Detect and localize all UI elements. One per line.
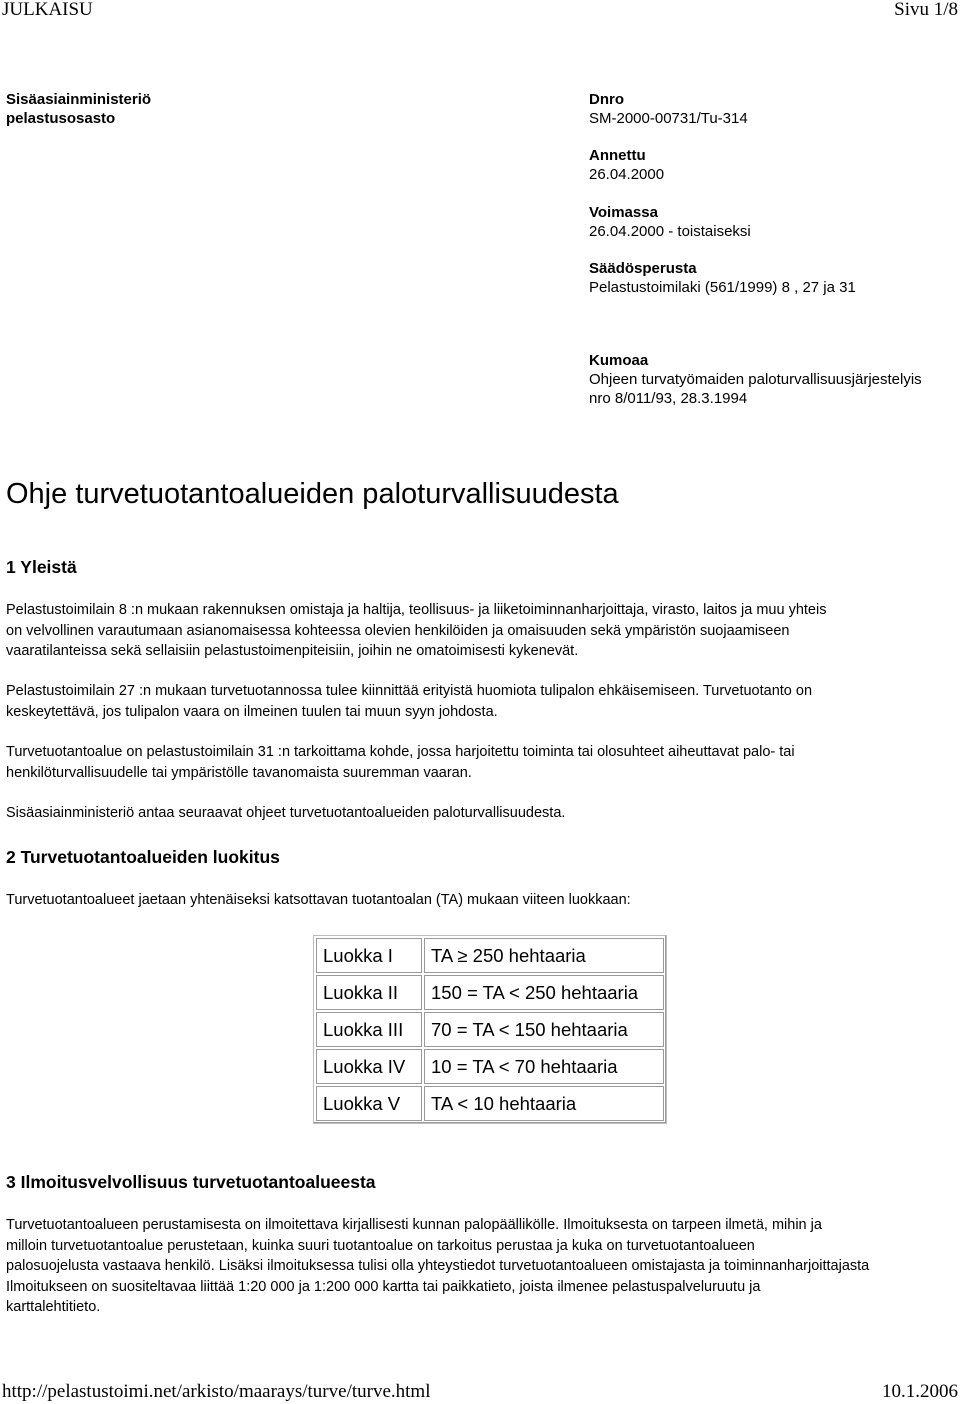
range-cell: TA < 10 hehtaaria [424, 1086, 664, 1121]
saadosperusta-label: Säädösperusta [589, 260, 697, 277]
text-line: on velvollinen varautumaan asianomaisessa kohteessa olevien henkilöiden ja omaisuuden sekä ympäristön suojaamiseen [6, 622, 790, 639]
header-label: JULKAISU [2, 0, 93, 20]
text-line: palosuojelusta vastaava henkilö. Lisäksi ilmoituksessa tulisi olla yhteystiedot turvetuotantoalueen omistajasta ja toiminnanharjoittajasta [6, 1258, 870, 1274]
section-2-intro: Turvetuotantoalueet jaetaan yhtenäiseksi katsottavan tuotantoalan (TA) mukaan viiteen luokkaan: [6, 892, 631, 908]
voimassa-label: Voimassa [589, 204, 658, 221]
document-title: Ohje turvetuotantoalueiden paloturvallisuudesta [6, 478, 619, 510]
text-line: vaaratilanteissa sekä sellaisiin pelastustoimenpiteisiin, joihin ne omatoimisesti kykenevät. [6, 643, 579, 659]
class-cell: Luokka II [316, 975, 422, 1010]
kumoaa-label: Kumoaa [589, 352, 649, 369]
section-1-paragraph-2 [6, 681, 812, 722]
text-line: Turvetuotantoalue on pelastustoimilain 31 :n tarkoittama kohde, jossa harjoitettu toiminta tai olosuhteet aiheuttavat palo- tai [6, 744, 795, 760]
kumoaa-line1: Ohjeen turvatyömaiden paloturvallisuusjärjestelyis [589, 371, 922, 388]
text-line: Ilmoitukseen on suositeltavaa liittää 1:20 000 ja 1:200 000 kartta tai paikkatieto, joista ilmenee pelastuspalveluruutu ja [6, 1278, 761, 1295]
text-line: Turvetuotantoalueen perustamisesta on ilmoitettava kirjallisesti kunnan palopäällikölle. Ilmoituksesta on tarpeen ilmetä, mihin ja [6, 1217, 822, 1233]
document-meta [589, 90, 748, 128]
table-row [316, 1012, 664, 1047]
range-cell: 150 = TA < 250 hehtaaria [424, 975, 664, 1010]
kumoaa-block [589, 351, 922, 408]
table-row [316, 975, 664, 1010]
section-1-paragraph-3 [6, 742, 795, 783]
voimassa-block [589, 203, 751, 241]
text-line: Pelastustoimilain 27 :n mukaan turvetuotannossa tulee kiinnittää erityistä huomiota tulipalon ehkäisemiseen. Turvetuotanto on [6, 683, 813, 699]
kumoaa-line2: nro 8/011/93, 28.3.1994 [589, 390, 748, 407]
annettu-block [589, 146, 664, 184]
dnro-value: SM-2000-00731/Tu-314 [589, 110, 748, 127]
issuer-ministry: Sisäasiainministeriö [6, 91, 152, 108]
range-cell: 10 = TA < 70 hehtaaria [424, 1049, 664, 1084]
table-row [316, 1086, 664, 1121]
page-number: Sivu 1/8 [894, 0, 958, 20]
issuer [6, 90, 151, 128]
section-1-paragraph-4: Sisäasiainministeriö antaa seuraavat ohjeet turvetuotantoalueiden paloturvallisuudesta. [6, 805, 566, 821]
saadosperusta-block [589, 259, 856, 297]
class-cell: Luokka III [316, 1012, 422, 1047]
text-line: Pelastustoimilain 8 :n mukaan rakennuksen omistaja ja haltija, teollisuus- ja liiketoiminnanharjoittaja, virasto, laitos ja muu yhteis [6, 602, 827, 618]
class-cell: Luokka IV [316, 1049, 422, 1084]
text-line: karttalehtitieto. [6, 1299, 101, 1315]
annettu-value: 26.04.2000 [589, 166, 665, 183]
print-date: 10.1.2006 [882, 1381, 958, 1402]
text-line: henkilöturvallisuudelle tai ympäristölle tavanomaista suuremman vaaran. [6, 764, 472, 781]
text-line: milloin turvetuotantoalue perustetaan, kuinka suuri tuotantoalue on tarkoitus perustaa ja kuka on turvetuotantoalueen [6, 1237, 755, 1254]
class-cell: Luokka V [316, 1086, 422, 1121]
classification-table [313, 935, 667, 1124]
dnro-label: Dnro [589, 91, 624, 108]
range-cell: 70 = TA < 150 hehtaaria [424, 1012, 664, 1047]
section-1-heading: 1 Yleistä [6, 557, 77, 577]
voimassa-value: 26.04.2000 - toistaiseksi [589, 223, 751, 240]
annettu-label: Annettu [589, 147, 646, 164]
section-1-paragraph-1 [6, 600, 826, 662]
range-cell: TA ≥ 250 hehtaaria [424, 938, 664, 973]
section-3-heading: 3 Ilmoitusvelvollisuus turvetuotantoalueesta [6, 1172, 376, 1192]
table-row [316, 938, 664, 973]
issuer-department: pelastusosasto [6, 110, 116, 127]
section-2-heading: 2 Turvetuotantoalueiden luokitus [6, 847, 280, 867]
section-3-paragraph-1 [6, 1215, 869, 1318]
table-row [316, 1049, 664, 1084]
text-line: keskeytettävä, jos tulipalon vaara on ilmeinen tuulen tai muun syyn johdosta. [6, 703, 498, 720]
class-cell: Luokka I [316, 938, 422, 973]
source-url[interactable]: http://pelastustoimi.net/arkisto/maarays/turve/turve.html [2, 1381, 431, 1402]
saadosperusta-value: Pelastustoimilaki (561/1999) 8 , 27 ja 31 [589, 279, 856, 296]
